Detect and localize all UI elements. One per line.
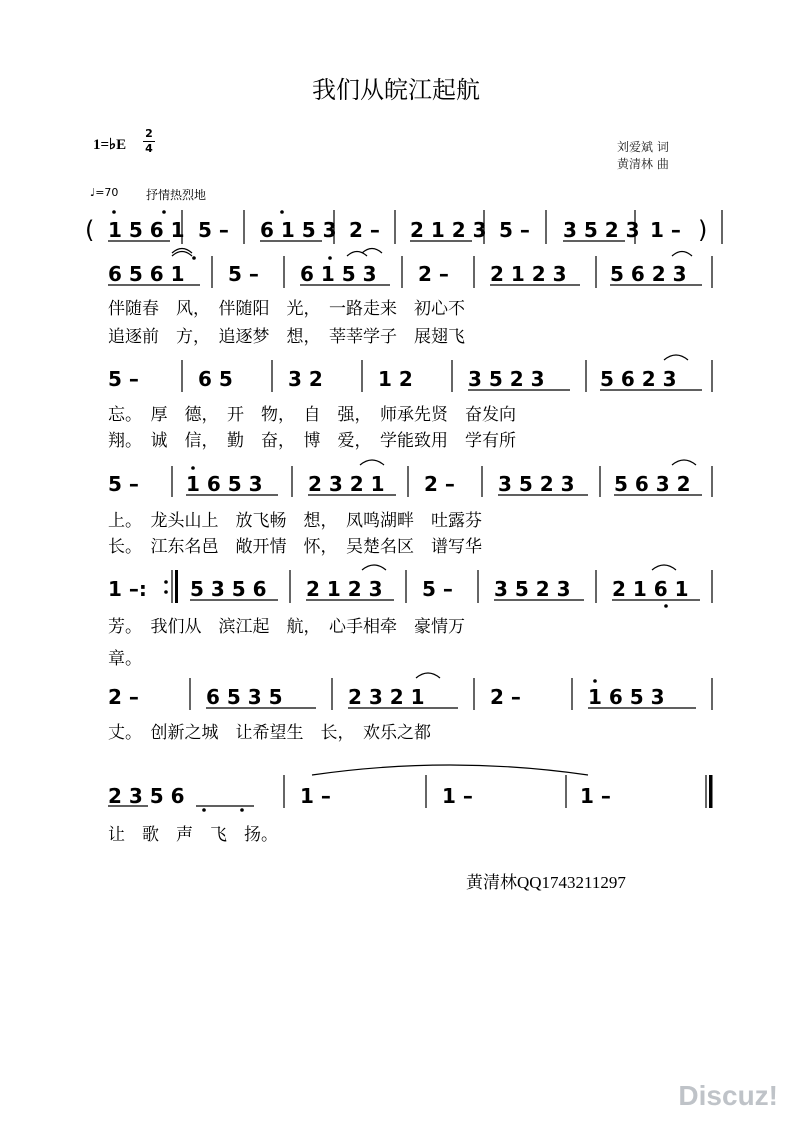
octave-dot-high <box>112 210 116 214</box>
octave-dot-high <box>593 679 597 683</box>
measure-notes: 6 5 6 1 <box>108 262 185 286</box>
measure-notes: 2 – <box>108 685 139 709</box>
measure-notes: 3 5 2 3 <box>563 218 640 242</box>
lyricist-credit: 刘爱斌 词 <box>617 140 669 154</box>
measure-notes: 1 5 6 1 <box>108 218 185 242</box>
slur <box>664 355 688 360</box>
octave-dot-high <box>192 256 196 260</box>
lyric-line-verse1: 伴随春 风， 伴随阳 光， 一路走来 初心不 <box>108 299 465 319</box>
measure-notes: 5 3 5 6 <box>190 577 267 601</box>
lyric-line-verse2: 翔。 诚 信， 勤 奋， 博 爱， 学能致用 学有所 <box>108 431 516 451</box>
slur <box>672 252 692 257</box>
tie-long-slur <box>312 765 588 775</box>
octave-dot-low <box>202 808 206 812</box>
slur <box>360 460 384 465</box>
lyric-line-verse2: 章。 <box>108 649 142 669</box>
slur <box>172 252 192 257</box>
arranger-signature: 黄清林QQ1743211297 <box>466 873 626 892</box>
measure-notes: 6 1 5 3 <box>300 262 377 286</box>
measure-notes: 3 5 2 3 <box>498 472 575 496</box>
slur <box>672 460 696 465</box>
slur <box>362 565 386 570</box>
measure-notes: 1 2 <box>378 367 413 391</box>
slur <box>652 565 676 570</box>
measure-notes: 2 – <box>424 472 455 496</box>
final-barline-thick <box>709 775 713 808</box>
measure-notes: 5 – <box>108 367 139 391</box>
measure-notes: 5 – <box>198 218 229 242</box>
measure-notes: 3 5 2 3 <box>494 577 571 601</box>
measure-notes: 1 –: <box>108 577 147 601</box>
tempo-marking: ♩=70 <box>90 186 119 199</box>
expression-marking: 抒情热烈地 <box>146 188 207 202</box>
lyric-line-verse1: 上。 龙头山上 放飞畅 想， 凤鸣湖畔 吐露芬 <box>108 511 482 531</box>
measure-notes: 5 – <box>108 472 139 496</box>
octave-dot-high <box>162 210 166 214</box>
measure-notes: 2 3 2 1 <box>348 685 425 709</box>
slur <box>172 249 192 254</box>
measure-notes: 6 5 <box>198 367 233 391</box>
measure-notes: 2 1 2 3 <box>306 577 383 601</box>
measure-notes: 3 2 <box>288 367 323 391</box>
measure-notes: 2 1 2 3 <box>490 262 567 286</box>
key-signature: 1=♭E <box>93 137 127 153</box>
measure-notes: 2 – <box>490 685 521 709</box>
slur <box>416 673 440 678</box>
repeat-dot <box>164 590 168 594</box>
octave-dot-low <box>664 604 668 608</box>
measure-notes: 5 6 3 2 <box>614 472 691 496</box>
measure-notes: 1 – <box>442 784 473 808</box>
slur <box>347 252 367 257</box>
intro-close-paren: ) <box>698 216 708 244</box>
lyric-line-verse2: 长。 江东名邑 敞开情 怀， 吴楚名区 谱写华 <box>108 537 482 557</box>
lyric-line-verse1: 芳。 我们从 滨江起 航， 心手相牵 豪情万 <box>108 617 465 637</box>
lyric-line-verse1: 忘。 厚 德， 开 物， 自 强， 师承先贤 奋发向 <box>108 405 516 425</box>
octave-dot-low <box>240 808 244 812</box>
measure-notes: 2 3 5 6 <box>108 784 185 808</box>
measure-notes: 1 6 5 3 <box>588 685 665 709</box>
measure-notes: 5 – <box>228 262 259 286</box>
measure-notes: 2 – <box>349 218 380 242</box>
slur <box>362 249 382 254</box>
composer-credit: 黄清林 曲 <box>617 157 669 171</box>
octave-dot-high <box>328 256 332 260</box>
measure-notes: 2 1 2 3 <box>410 218 487 242</box>
measure-notes: 6 5 3 5 <box>206 685 283 709</box>
lyric-line-verse1: 让 歌 声 飞 扬。 <box>108 825 278 845</box>
measure-notes: 3 5 2 3 <box>468 367 545 391</box>
lyric-line-verse1: 丈。 创新之城 让希望生 长， 欢乐之都 <box>108 723 431 743</box>
time-signature-bottom: 4 <box>145 142 153 155</box>
measure-notes: 2 3 2 1 <box>308 472 385 496</box>
octave-dot-high <box>280 210 284 214</box>
lyric-line-verse2: 追逐前 方， 追逐梦 想， 莘莘学子 展翅飞 <box>108 327 465 347</box>
octave-dot-high <box>191 466 195 470</box>
song-title: 我们从皖江起航 <box>312 76 480 104</box>
measure-notes: 5 6 2 3 <box>600 367 677 391</box>
measure-notes: 5 6 2 3 <box>610 262 687 286</box>
time-signature-top: 2 <box>145 127 153 140</box>
measure-notes: 6 1 5 3 <box>260 218 337 242</box>
measure-notes: 1 – <box>580 784 611 808</box>
repeat-dot <box>164 580 168 584</box>
watermark-logo: Discuz! <box>678 1080 778 1111</box>
intro-open-paren: ( <box>85 216 95 244</box>
repeat-barline-thick <box>175 570 178 603</box>
measure-notes: 1 – <box>650 218 681 242</box>
measure-notes: 1 6 5 3 <box>186 472 263 496</box>
measure-notes: 1 – <box>300 784 331 808</box>
measure-notes: 2 – <box>418 262 449 286</box>
measure-notes: 5 – <box>499 218 530 242</box>
measure-notes: 2 1 6 1 <box>612 577 689 601</box>
measure-notes: 5 – <box>422 577 453 601</box>
